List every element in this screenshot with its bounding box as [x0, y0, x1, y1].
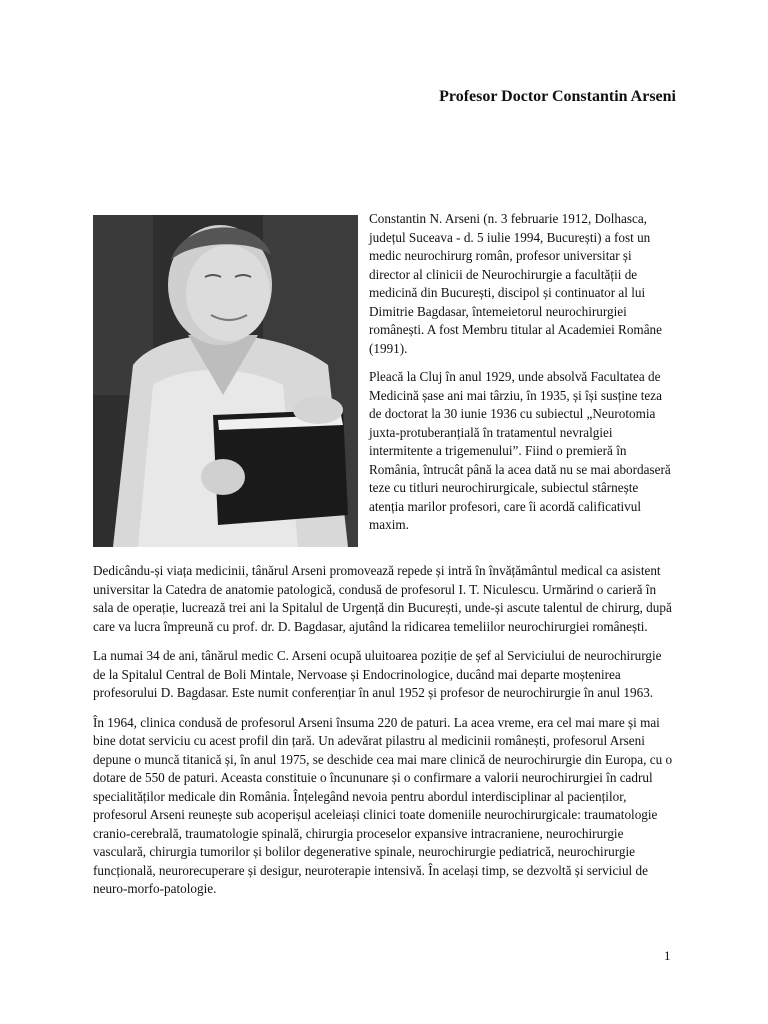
body-text	[93, 562, 677, 910]
page-number: 1	[664, 948, 671, 963]
intro-paragraph-1: Constantin N. Arseni (n. 3 februarie 1912, Dolhasca, județul Suceava - d. 5 iulie 1994, București) a fost un medic neurochirurg român, profesor universitar și director al clinicii de Neurochirurgie a facultății de medicină din București, discipol și continuator al lui Dimitrie Bagdasar, întemeietorul neurochirurgiei românești. A fost Membru titular al Academiei Române (1991).	[369, 211, 662, 356]
body-paragraph-2: La numai 34 de ani, tânărul medic C. Arseni ocupă uluitoarea poziție de șef al Serviciului de neurochirurgie de la Spitalul Central de Boli Mintale, Nervoase și Endocrinologice, ducând mai departe moștenirea profesorului D. Bagdasar. Este numit conferențiar în anul 1952 și profesor de neurochirurgie în anul 1963.	[93, 648, 662, 700]
portrait-photo	[93, 215, 358, 547]
portrait-illustration	[93, 215, 358, 547]
intro-column	[369, 210, 675, 545]
body-paragraph-1: Dedicându-și viața medicinii, tânărul Arseni promovează repede și intră în învățământul medical ca asistent universitar la Catedra de anatomie patologică, condusă de profesorul I. T. Niculescu. Urmărind o carieră în sala de operație, lucrează trei ani la Spitalul de Urgență din București, unde-și ascute talentul de chirurg, după care va lucra împreună cu prof. dr. D. Bagdasar, ajutând la ridicarea temeliilor neurochirurgiei românești.	[93, 563, 672, 634]
page-title: Profesor Doctor Constantin Arseni	[439, 88, 676, 105]
body-paragraph-3: În 1964, clinica condusă de profesorul Arseni însuma 220 de paturi. La acea vreme, era cel mai mare și mai bine dotat serviciu cu acest profil din țară. Un adevărat pilastru al medicinii românești, profesorul Arseni depune o muncă titanică și, în anul 1975, se deschide cea mai mare clinică de neurochirurgie din Europa, cu o dotare de 550 de paturi. Aceasta constituie o încununare și o confirmare a valorii neurochirurgiei în cadrul specialităților medicale din România. Înțelegând nevoia pentru abordul interdisciplinar al pacienților, profesorul Arseni reunește sub acoperișul aceleiași clinici toate domeniile neurochirurgicale: traumatologie cranio-cerebrală, traumatologie spinală, chirurgia proceselor expansive intracraniene, neurochirurgie vasculară, chirurgia tumorilor și bolilor degenerative spinale, neurochirurgie pediatrică, neurochirurgie funcțională, neurorecuperare și desigur, neuroterapie intensivă. În același timp, se dezvoltă și serviciul de neuro-morfo-patologie.	[93, 714, 673, 896]
intro-paragraph-2: Pleacă la Cluj în anul 1929, unde absolvă Facultatea de Medicină șase ani mai târziu, în 1935, și își susține teza de doctorat la 30 iunie 1936 cu subiectul „Neurotomia juxta-protuberanțială în tratamentul nevralgiei intermitente a trigemenului”. Fiind o premieră în România, întrucât până la acea dată nu se mai abordaseră teze cu titluri neurochirurgicale, subiectul stârnește atenția marilor profesori, care îi acordă calificativul maxim.	[369, 369, 671, 532]
